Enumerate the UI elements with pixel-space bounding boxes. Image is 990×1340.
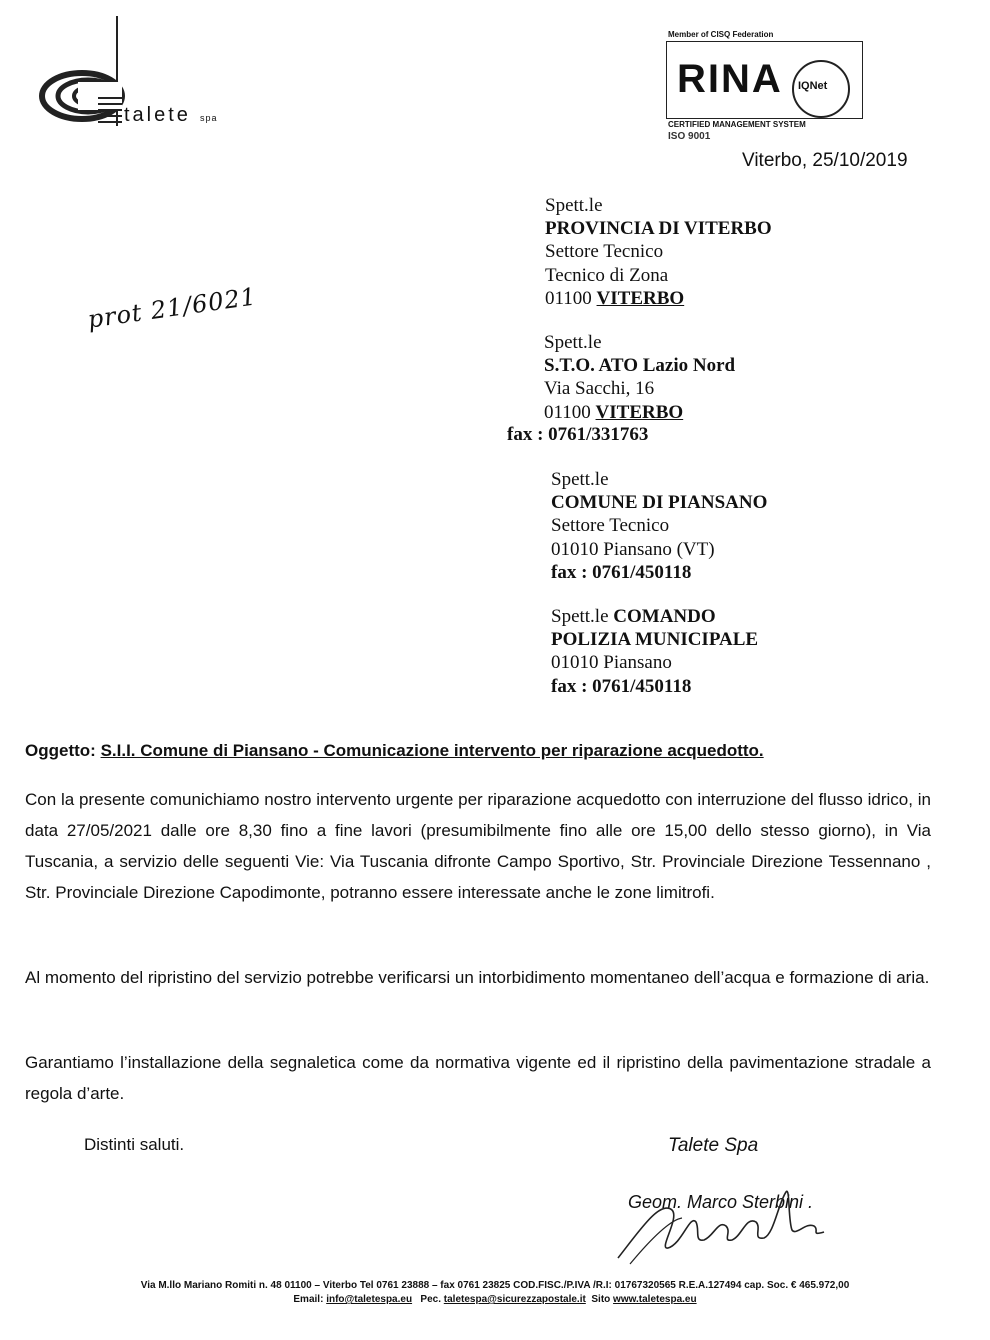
cert-member-text: Member of CISQ Federation	[668, 30, 774, 39]
recipient-salutation: Spett.le	[544, 332, 602, 353]
logo-name: talete	[124, 104, 191, 126]
recipient-block	[551, 468, 767, 584]
recipient-cap: 01100	[545, 287, 592, 309]
cert-system-text: CERTIFIED MANAGEMENT SYSTEM	[668, 120, 806, 129]
subject-line	[25, 741, 764, 761]
recipient-line: Settore Tecnico	[551, 515, 670, 537]
recipient-city: VITERBO	[595, 401, 684, 423]
body-paragraph: Con la presente comunichiamo nostro intervento urgente per riparazione acquedotto con interruzione del flusso idrico, in data 27/05/2021 dalle ore 8,30 fino a fine lavori (presumibilmente fino alle ore 15,00 dello stesso giorno), in Via Tuscania, a servizio delle seguenti Vie: Via Tuscania difronte Campo Sportivo, Str. Provinciale Direzione Tessennano , Str. Provinciale Direzione Capodimonte, potranno essere interessate anche le zone limitrofi.	[25, 790, 931, 902]
signer-name: Geom. Marco Sterbini .	[628, 1192, 814, 1212]
recipient-line: Tecnico di Zona	[545, 264, 669, 286]
body-paragraph: Al momento del ripristino del servizio potrebbe verificarsi un intorbidimento momentaneo dell’acqua e formazione di aria.	[25, 968, 930, 987]
footer-site-link[interactable]: www.taletespa.eu	[613, 1294, 697, 1305]
recipient-line: Settore Tecnico	[545, 241, 664, 263]
recipient-line: Via Sacchi, 16	[544, 378, 655, 400]
handwritten-protocol-note: prot 21/6021	[86, 282, 259, 334]
recipient-line: 01010 Piansano	[551, 652, 672, 674]
footer-email-label: Email:	[293, 1294, 324, 1305]
closing-greeting: Distinti saluti.	[84, 1135, 185, 1154]
cert-logo: RINA	[677, 57, 783, 101]
recipient-name: PROVINCIA DI VITERBO	[545, 218, 772, 240]
recipient-name: COMUNE DI PIANSANO	[551, 492, 768, 514]
footer-site-label: Sito	[591, 1294, 611, 1305]
recipient-line: 01010 Piansano (VT)	[551, 538, 715, 560]
cert-iso-text: ISO 9001	[668, 131, 711, 142]
body-paragraph: Garantiamo l’installazione della segnaletica come da normativa vigente ed il ripristino della pavimentazione stradale a regola d’arte.	[25, 1053, 931, 1103]
letter-date: Viterbo, 25/10/2019	[742, 150, 908, 171]
recipient-fax: fax : 0761/450118	[551, 675, 692, 697]
recipient-name: S.T.O. ATO Lazio Nord	[544, 355, 736, 377]
footer-pec-label: Pec.	[420, 1294, 441, 1305]
logo-suffix: spa	[200, 113, 218, 123]
footer-pec-link[interactable]: taletespa@sicurezzapostale.it	[443, 1294, 586, 1305]
iqnet-label: IQNet	[798, 80, 828, 92]
closing-company: Talete Spa	[668, 1135, 759, 1156]
recipient-block	[544, 331, 735, 424]
recipient-salutation: Spett.le	[551, 469, 609, 490]
recipient-block	[551, 605, 758, 698]
footer-email-link[interactable]: info@taletespa.eu	[326, 1294, 413, 1305]
recipient-salutation: Spett.le	[545, 195, 603, 216]
recipient-salutation: Spett.le	[551, 606, 609, 627]
recipient-block	[545, 194, 772, 310]
recipient-name: COMANDO	[613, 606, 716, 627]
recipient-fax: fax : 0761/331763	[507, 424, 649, 445]
recipient-fax: fax : 0761/450118	[551, 561, 692, 583]
subject-label: Oggetto:	[25, 741, 96, 760]
subject-text: S.I.I. Comune di Piansano - Comunicazione intervento per riparazione acquedotto.	[100, 741, 764, 760]
handwritten-signature	[610, 1170, 840, 1270]
footer-contacts	[0, 1294, 990, 1305]
recipient-name: POLIZIA MUNICIPALE	[551, 629, 759, 651]
recipient-cap: 01100	[544, 401, 591, 423]
recipient-city: VITERBO	[596, 287, 685, 309]
footer-address: Via M.llo Mariano Romiti n. 48 01100 – Viterbo Tel 0761 23888 – fax 0761 23825 COD.FISC./P.IVA /R.I: 01767320565 R.E.A.127494 cap. Soc. € 465.972,00	[140, 1280, 850, 1291]
